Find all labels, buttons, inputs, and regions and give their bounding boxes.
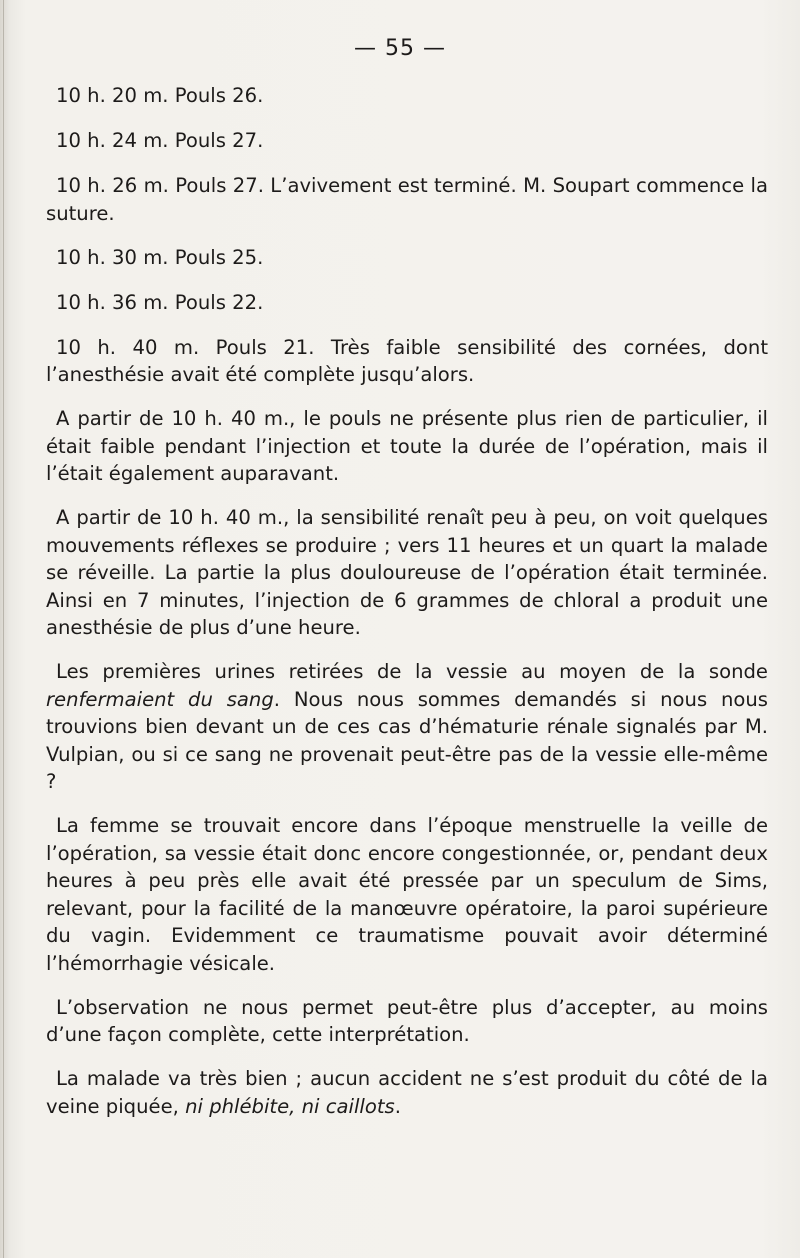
paragraph-pulse: A partir de 10 h. 40 m., le pouls ne présente plus rien de particulier, il était faible pendant l’injection et toute la durée de l’opération, mais il l’était également auparavant. xyxy=(46,407,768,485)
paragraph-recovery-italic: ni phlébite, ni caillots xyxy=(185,1094,395,1118)
binding-edge xyxy=(3,0,4,1258)
paragraph-recovery-start: La malade va très bien ; aucun accident ne s’est produit du côté de la veine piquée, xyxy=(46,1067,768,1118)
log-entry-1026: 10 h. 26 m. Pouls 27. L’avivement est terminé. M. Soupart commence la suture. xyxy=(46,174,768,225)
paragraph-urine xyxy=(46,658,768,796)
paragraph-urine-end: . Nous nous sommes demandés si nous nous trouvions bien devant un de ces cas d’hématurie rénale signalés par M. Vulpian, ou si ce sang ne provenait peut-être pas de la vessie elle-même ? xyxy=(46,687,769,793)
paragraph-recovery xyxy=(46,1065,768,1120)
page-number: — 55 — xyxy=(354,36,446,61)
paragraph-sensibility: A partir de 10 h. 40 m., la sensibilité renaît peu à peu, on voit quelques mouvements réflexes se produire ; vers 11 heures et un quart la malade se réveille. La partie la plus douloureuse de l’opération était terminée. Ainsi en 7 minutes, l’injection de 6 grammes de chloral a produit une anesthésie de plus d’une heure. xyxy=(46,506,768,639)
body-text xyxy=(46,82,768,1137)
paragraph-menstrual: La femme se trouvait encore dans l’époque menstruelle la veille de l’opération, sa vessie était donc encore congestionnée, or, pendant deux heures à peu près elle avait été pressée par un speculum de Sims, relevant, pour la facilité de la manœuvre opératoire, la paroi supérieure du vagin. Evidemment ce traumatisme pouvait avoir déterminé l’hémorrhagie vésicale. xyxy=(46,814,768,975)
paragraph-urine-italic: renfermaient du sang xyxy=(46,687,274,711)
paragraph-recovery-end: . xyxy=(394,1094,401,1118)
log-entry-1040: 10 h. 40 m. Pouls 21. Très faible sensibilité des cornées, dont l’anesthésie avait été complète jusqu’alors. xyxy=(46,335,768,386)
paragraph-urine-start: Les premières urines retirées de la vessie au moyen de la sonde xyxy=(56,660,768,683)
paragraph-observation: L’observation ne nous permet peut-être plus d’accepter, au moins d’une façon complète, cette interprétation. xyxy=(46,995,768,1046)
log-entry-1036: 10 h. 36 m. Pouls 22. xyxy=(56,290,264,314)
log-entry-1024: 10 h. 24 m. Pouls 27. xyxy=(56,129,264,152)
log-entry-1030: 10 h. 30 m. Pouls 25. xyxy=(56,245,264,269)
log-entry-1020: 10 h. 20 m. Pouls 26. xyxy=(56,84,264,107)
